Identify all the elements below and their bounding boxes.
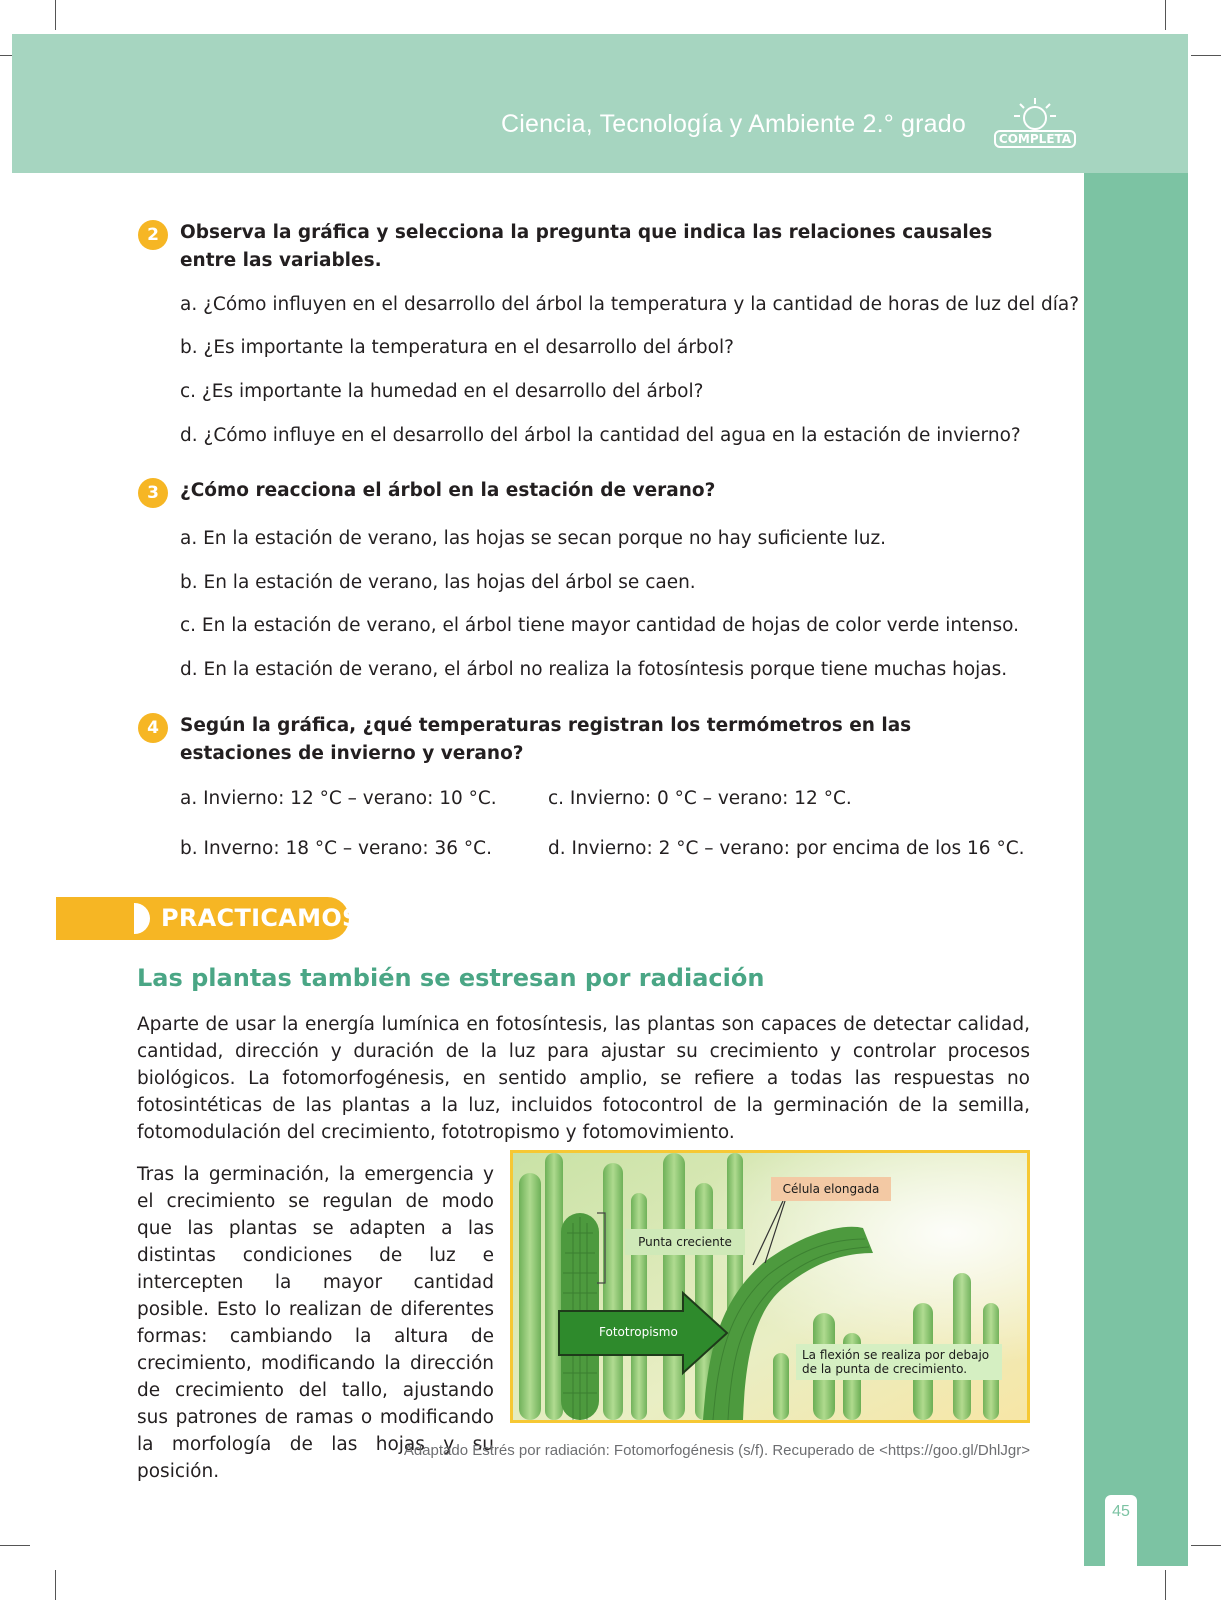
completa-logo bbox=[994, 96, 1076, 154]
crop-mark bbox=[55, 1570, 56, 1600]
crop-mark bbox=[1165, 0, 1166, 30]
sun-icon bbox=[994, 96, 1076, 132]
crop-mark bbox=[1191, 55, 1221, 56]
figure-label-flexion: La flexión se realiza por debajo de la punta de crecimiento. bbox=[796, 1344, 1002, 1380]
question-number-badge: 4 bbox=[138, 713, 168, 743]
page-number: 45 bbox=[1112, 1503, 1130, 1520]
crop-mark bbox=[55, 0, 56, 30]
question-option: a. En la estación de verano, las hojas se secan porque no hay suficiente luz. bbox=[180, 528, 887, 549]
question-number-badge: 2 bbox=[138, 220, 168, 250]
crop-mark bbox=[1191, 1545, 1221, 1546]
question-option: a. ¿Cómo influyen en el desarrollo del árbol la temperatura y la cantidad de horas de luz del día? bbox=[180, 294, 1080, 315]
body-paragraph: Tras la germinación, la emergencia y el crecimiento se regulan de modo que las plantas se adapten a las distintas condiciones de luz e intercepten la mayor cantidad posible. Esto lo realizan de diferentes formas: cambiando la altura de crecimiento, modificando la dirección de crecimiento del tallo, ajustando sus patrones de ramas o modificando la morfología de las hojas y su posición. bbox=[137, 1164, 494, 1482]
question-option: c. Invierno: 0 °C – verano: 12 °C. bbox=[548, 788, 852, 809]
side-band bbox=[1084, 173, 1188, 1566]
question-option: d. Invierno: 2 °C – verano: por encima de los 16 °C. bbox=[548, 838, 1025, 859]
section-title: Las plantas también se estresan por radiación bbox=[137, 964, 765, 992]
question-option: b. ¿Es importante la temperatura en el desarrollo del árbol? bbox=[180, 337, 734, 358]
practicamos-label: PRACTICAMOS bbox=[161, 904, 360, 932]
question-text: Según la gráfica, ¿qué temperaturas registran los termómetros en las estaciones de invierno y verano? bbox=[180, 715, 912, 764]
question-option: c. ¿Es importante la humedad en el desarrollo del árbol? bbox=[180, 381, 704, 402]
question-option: d. ¿Cómo influye en el desarrollo del árbol la cantidad del agua en la estación de invierno? bbox=[180, 425, 1021, 446]
body-paragraph: Aparte de usar la energía lumínica en fotosíntesis, las plantas son capaces de detectar calidad, cantidad, dirección y duración de la luz para ajustar su crecimiento y controlar procesos biológicos. La fotomorfogénesis, en sentido amplio, se refiere a todas las respuestas no fotosintéticas de las plantas a la luz, incluidos fotocontrol de la germinación de la semilla, fotomodulación del crecimiento, fototropismo y fotomovimiento. bbox=[137, 1014, 1030, 1143]
question-number-badge: 3 bbox=[138, 478, 168, 508]
crop-mark bbox=[0, 1545, 30, 1546]
question-option: a. Invierno: 12 °C – verano: 10 °C. bbox=[180, 788, 497, 809]
figure-label-celula: Célula elongada bbox=[771, 1177, 891, 1201]
figure-label-punta: Punta creciente bbox=[625, 1229, 745, 1255]
page-header-title: Ciencia, Tecnología y Ambiente 2.° grado bbox=[500, 110, 966, 138]
question-option: b. En la estación de verano, las hojas del árbol se caen. bbox=[180, 572, 696, 593]
logo-wordmark: COMPLETA bbox=[994, 130, 1076, 148]
question-option: b. Inverno: 18 °C – verano: 36 °C. bbox=[180, 838, 492, 859]
figure-label-fototropismo: Fototropismo bbox=[599, 1325, 678, 1339]
question-text: Observa la gráfica y selecciona la pregunta que indica las relaciones causales entre las variables. bbox=[180, 222, 993, 271]
crop-mark bbox=[1165, 1570, 1166, 1600]
phototropism-figure bbox=[510, 1150, 1030, 1423]
question-option: c. En la estación de verano, el árbol tiene mayor cantidad de hojas de color verde intenso. bbox=[180, 615, 1019, 636]
question-text: ¿Cómo reacciona el árbol en la estación de verano? bbox=[180, 480, 716, 501]
question-option: d. En la estación de verano, el árbol no realiza la fotosíntesis porque tiene muchas hojas. bbox=[180, 659, 1008, 680]
figure-credit: Adaptado Estrés por radiación: Fotomorfogénesis (s/f). Recuperado de <https://goo.gl/DhlJgr> bbox=[403, 1442, 1030, 1459]
